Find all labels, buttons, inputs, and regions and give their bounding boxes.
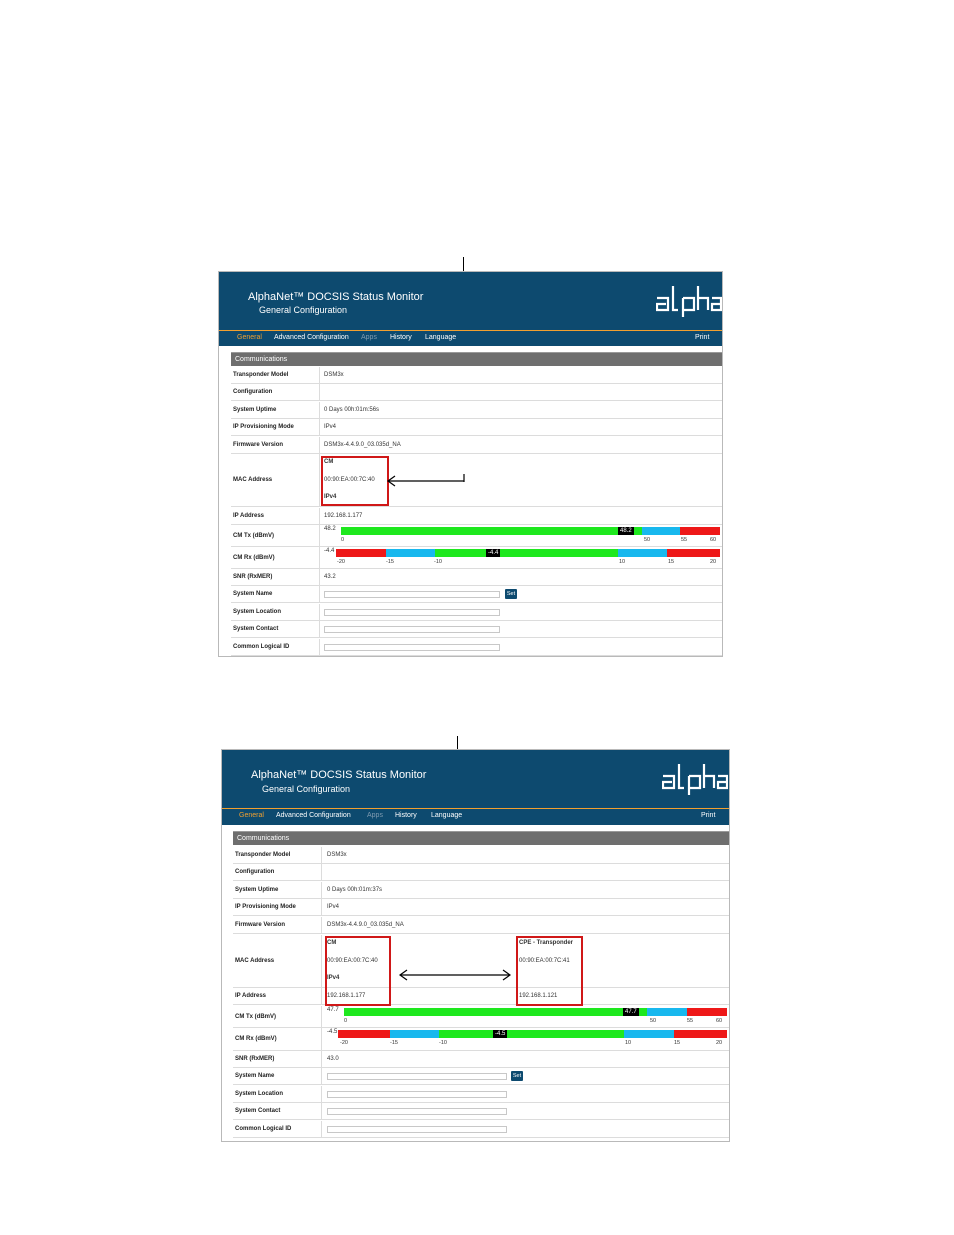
tx-value-marker: 47.7 bbox=[625, 1009, 637, 1015]
value-cm-rx: -4.5 bbox=[327, 1029, 338, 1035]
header-banner bbox=[219, 272, 722, 330]
status-monitor-screenshot-2 bbox=[221, 749, 730, 1142]
system-name-input[interactable] bbox=[324, 591, 500, 598]
label-transponder-model: Transponder Model bbox=[233, 847, 322, 863]
nav-bar bbox=[222, 808, 729, 825]
label-configuration: Configuration bbox=[231, 384, 320, 400]
row-system-contact bbox=[231, 621, 722, 638]
section-communications: Communications bbox=[231, 352, 722, 366]
rx-tick-minus10: -10 bbox=[439, 1040, 447, 1046]
value-firmware-version: DSM3x-4.4.9.0_03.035d_NA bbox=[324, 442, 401, 448]
label-firmware-version: Firmware Version bbox=[231, 437, 320, 453]
tx-tick-55: 55 bbox=[687, 1018, 694, 1024]
nav-bar bbox=[219, 330, 722, 346]
ipv4-header: IPv4 bbox=[324, 494, 337, 500]
rx-blue-right-segment bbox=[618, 549, 667, 557]
page-subtitle: General Configuration bbox=[262, 784, 351, 794]
rx-red-right-segment bbox=[667, 549, 720, 557]
value-cm-tx: 47.7 bbox=[327, 1007, 339, 1013]
row-firmware-version bbox=[233, 917, 729, 934]
label-configuration: Configuration bbox=[233, 864, 322, 880]
row-system-contact bbox=[233, 1103, 729, 1120]
tx-tick-0: 0 bbox=[344, 1018, 348, 1024]
value-ip-provisioning-mode: IPv4 bbox=[324, 424, 337, 430]
tx-blue-segment bbox=[647, 1008, 687, 1016]
common-logical-id-input[interactable] bbox=[324, 644, 500, 651]
nav-advanced-configuration[interactable]: Advanced Configuration bbox=[276, 812, 351, 819]
cm-header: CM bbox=[324, 459, 334, 465]
row-system-uptime bbox=[231, 402, 722, 419]
tx-tick-50: 50 bbox=[650, 1018, 657, 1024]
nav-general[interactable]: General bbox=[237, 334, 262, 341]
rx-tick-minus15: -15 bbox=[390, 1040, 398, 1046]
rx-tick-minus20: -20 bbox=[337, 559, 345, 565]
tx-tick-0: 0 bbox=[341, 537, 345, 543]
label-firmware-version: Firmware Version bbox=[233, 917, 322, 933]
tx-green-segment bbox=[341, 527, 642, 535]
value-transponder-model: DSM3x bbox=[324, 372, 344, 378]
page-subtitle: General Configuration bbox=[259, 305, 348, 315]
label-common-logical-id: Common Logical ID bbox=[231, 639, 320, 655]
alpha-logo-icon bbox=[656, 284, 722, 318]
rx-tick-10: 10 bbox=[619, 559, 626, 565]
label-ip-address: IP Address bbox=[233, 988, 322, 1004]
tx-value-marker: 48.2 bbox=[620, 528, 632, 534]
value-mac-address: 00:90:EA:00:7C:40 bbox=[324, 477, 375, 483]
rx-tick-minus20: -20 bbox=[340, 1040, 348, 1046]
row-ip-provisioning-mode bbox=[231, 419, 722, 436]
row-ip-address bbox=[233, 988, 729, 1005]
value-system-uptime: 0 Days 00h:01m:37s bbox=[327, 887, 383, 893]
cm-rx-gauge bbox=[338, 1030, 727, 1038]
value-ip-address: 192.168.1.177 bbox=[327, 993, 366, 999]
label-system-name: System Name bbox=[231, 586, 320, 602]
system-contact-input[interactable] bbox=[327, 1108, 507, 1115]
row-system-name bbox=[231, 586, 722, 603]
rx-value-marker: -4.5 bbox=[495, 1031, 506, 1037]
tx-blue-segment bbox=[642, 527, 680, 535]
cpe-transponder-header: CPE - Transponder bbox=[519, 940, 574, 946]
rx-red-left-segment bbox=[338, 1030, 390, 1038]
cm-rx-gauge bbox=[336, 549, 720, 557]
label-ip-address: IP Address bbox=[231, 508, 320, 524]
rx-red-left-segment bbox=[336, 549, 386, 557]
label-cm-tx: CM Tx (dBmV) bbox=[231, 525, 320, 546]
label-system-location: System Location bbox=[233, 1086, 322, 1102]
rx-tick-20: 20 bbox=[716, 1040, 723, 1046]
status-monitor-screenshot-1 bbox=[218, 271, 723, 657]
cpe-mac-address: 00:90:EA:00:7C:41 bbox=[519, 958, 570, 964]
nav-history[interactable]: History bbox=[390, 334, 412, 341]
rx-green-segment bbox=[439, 1030, 624, 1038]
label-mac-address: MAC Address bbox=[233, 935, 322, 987]
label-system-name: System Name bbox=[233, 1068, 322, 1084]
cpe-ip-address: 192.168.1.121 bbox=[519, 993, 558, 999]
nav-advanced-configuration[interactable]: Advanced Configuration bbox=[274, 334, 349, 341]
tx-red-segment bbox=[680, 527, 720, 535]
rx-blue-left-segment bbox=[386, 549, 435, 557]
rx-tick-20: 20 bbox=[710, 559, 717, 565]
cm-tx-gauge bbox=[344, 1008, 727, 1016]
label-ip-provisioning-mode: IP Provisioning Mode bbox=[233, 899, 322, 915]
row-snr bbox=[233, 1051, 729, 1068]
label-system-uptime: System Uptime bbox=[231, 402, 320, 418]
tx-tick-55: 55 bbox=[681, 537, 688, 543]
nav-language[interactable]: Language bbox=[431, 812, 463, 819]
value-transponder-model: DSM3x bbox=[327, 852, 347, 858]
nav-history[interactable]: History bbox=[395, 812, 417, 819]
value-firmware-version: DSM3x-4.4.9.0_03.035d_NA bbox=[327, 922, 404, 928]
label-cm-tx: CM Tx (dBmV) bbox=[233, 1006, 322, 1027]
set-button[interactable]: Set bbox=[506, 591, 516, 597]
cm-tx-gauge bbox=[341, 527, 720, 535]
label-snr: SNR (RxMER) bbox=[231, 569, 320, 585]
row-system-uptime bbox=[233, 882, 729, 899]
system-contact-input[interactable] bbox=[324, 626, 500, 633]
system-location-input[interactable] bbox=[327, 1091, 507, 1098]
system-location-input[interactable] bbox=[324, 609, 500, 616]
label-common-logical-id: Common Logical ID bbox=[233, 1121, 322, 1137]
label-ip-provisioning-mode: IP Provisioning Mode bbox=[231, 419, 320, 435]
rx-tick-15: 15 bbox=[668, 559, 675, 565]
rx-green-segment bbox=[435, 549, 618, 557]
tx-tick-60: 60 bbox=[710, 537, 717, 543]
app-title: AlphaNet™ DOCSIS Status Monitor bbox=[251, 769, 427, 781]
rx-value-marker: -4.4 bbox=[488, 550, 499, 556]
cm-header: CM bbox=[327, 940, 337, 946]
nav-apps[interactable]: Apps bbox=[367, 812, 383, 819]
common-logical-id-input[interactable] bbox=[327, 1126, 507, 1133]
tx-tick-60: 60 bbox=[716, 1018, 723, 1024]
value-cm-tx: 48.2 bbox=[324, 526, 336, 532]
tx-tick-50: 50 bbox=[644, 537, 651, 543]
highlight-cm-mac bbox=[321, 456, 389, 506]
label-cm-rx: CM Rx (dBmV) bbox=[233, 1028, 322, 1050]
app-title: AlphaNet™ DOCSIS Status Monitor bbox=[248, 291, 424, 303]
section-communications: Communications bbox=[233, 831, 729, 845]
value-system-uptime: 0 Days 00h:01m:56s bbox=[324, 407, 380, 413]
row-transponder-model bbox=[231, 367, 722, 384]
rx-red-right-segment bbox=[674, 1030, 727, 1038]
rx-tick-minus10: -10 bbox=[434, 559, 442, 565]
row-system-name bbox=[233, 1068, 729, 1085]
value-snr: 43.0 bbox=[327, 1056, 339, 1062]
callout-double-arrow bbox=[398, 968, 512, 982]
row-firmware-version bbox=[231, 437, 722, 454]
row-common-logical-id bbox=[233, 1121, 729, 1138]
ipv4-header: IPv4 bbox=[327, 975, 340, 981]
tx-red-segment bbox=[687, 1008, 727, 1016]
row-system-location bbox=[233, 1086, 729, 1103]
callout-arrow-1 bbox=[385, 474, 467, 488]
alpha-logo-icon bbox=[662, 762, 728, 796]
row-mac-address bbox=[231, 454, 722, 507]
nav-general[interactable]: General bbox=[239, 812, 264, 819]
label-cm-rx: CM Rx (dBmV) bbox=[231, 547, 320, 568]
label-system-contact: System Contact bbox=[231, 621, 320, 637]
value-ip-provisioning-mode: IPv4 bbox=[327, 904, 340, 910]
rx-tick-minus15: -15 bbox=[386, 559, 394, 565]
value-snr: 43.2 bbox=[324, 574, 336, 580]
rx-tick-15: 15 bbox=[674, 1040, 681, 1046]
nav-language[interactable]: Language bbox=[425, 334, 457, 341]
row-transponder-model bbox=[233, 847, 729, 864]
set-button[interactable]: Set bbox=[512, 1073, 522, 1079]
highlight-cm-info bbox=[325, 936, 391, 1006]
label-system-location: System Location bbox=[231, 604, 320, 620]
row-common-logical-id bbox=[231, 639, 722, 656]
row-ip-provisioning-mode bbox=[233, 899, 729, 916]
row-ip-address bbox=[231, 508, 722, 525]
rx-tick-10: 10 bbox=[625, 1040, 632, 1046]
row-snr bbox=[231, 569, 722, 586]
row-configuration bbox=[231, 384, 722, 401]
rx-blue-left-segment bbox=[390, 1030, 439, 1038]
rx-blue-right-segment bbox=[624, 1030, 674, 1038]
row-system-location bbox=[231, 604, 722, 621]
row-configuration bbox=[233, 864, 729, 881]
tx-green-segment bbox=[344, 1008, 647, 1016]
nav-apps[interactable]: Apps bbox=[361, 334, 377, 341]
nav-print[interactable]: Print bbox=[695, 334, 710, 341]
system-name-input[interactable] bbox=[327, 1073, 507, 1080]
value-cm-rx: -4.4 bbox=[324, 548, 335, 554]
label-mac-address: MAC Address bbox=[231, 454, 320, 506]
label-system-contact: System Contact bbox=[233, 1103, 322, 1119]
label-snr: SNR (RxMER) bbox=[233, 1051, 322, 1067]
label-system-uptime: System Uptime bbox=[233, 882, 322, 898]
value-ip-address: 192.168.1.177 bbox=[324, 513, 363, 519]
label-transponder-model: Transponder Model bbox=[231, 367, 320, 383]
nav-print[interactable]: Print bbox=[701, 812, 716, 819]
highlight-cpe-transponder-info bbox=[516, 936, 583, 1006]
header-banner bbox=[222, 750, 729, 808]
value-mac-address: 00:90:EA:00:7C:40 bbox=[327, 958, 378, 964]
